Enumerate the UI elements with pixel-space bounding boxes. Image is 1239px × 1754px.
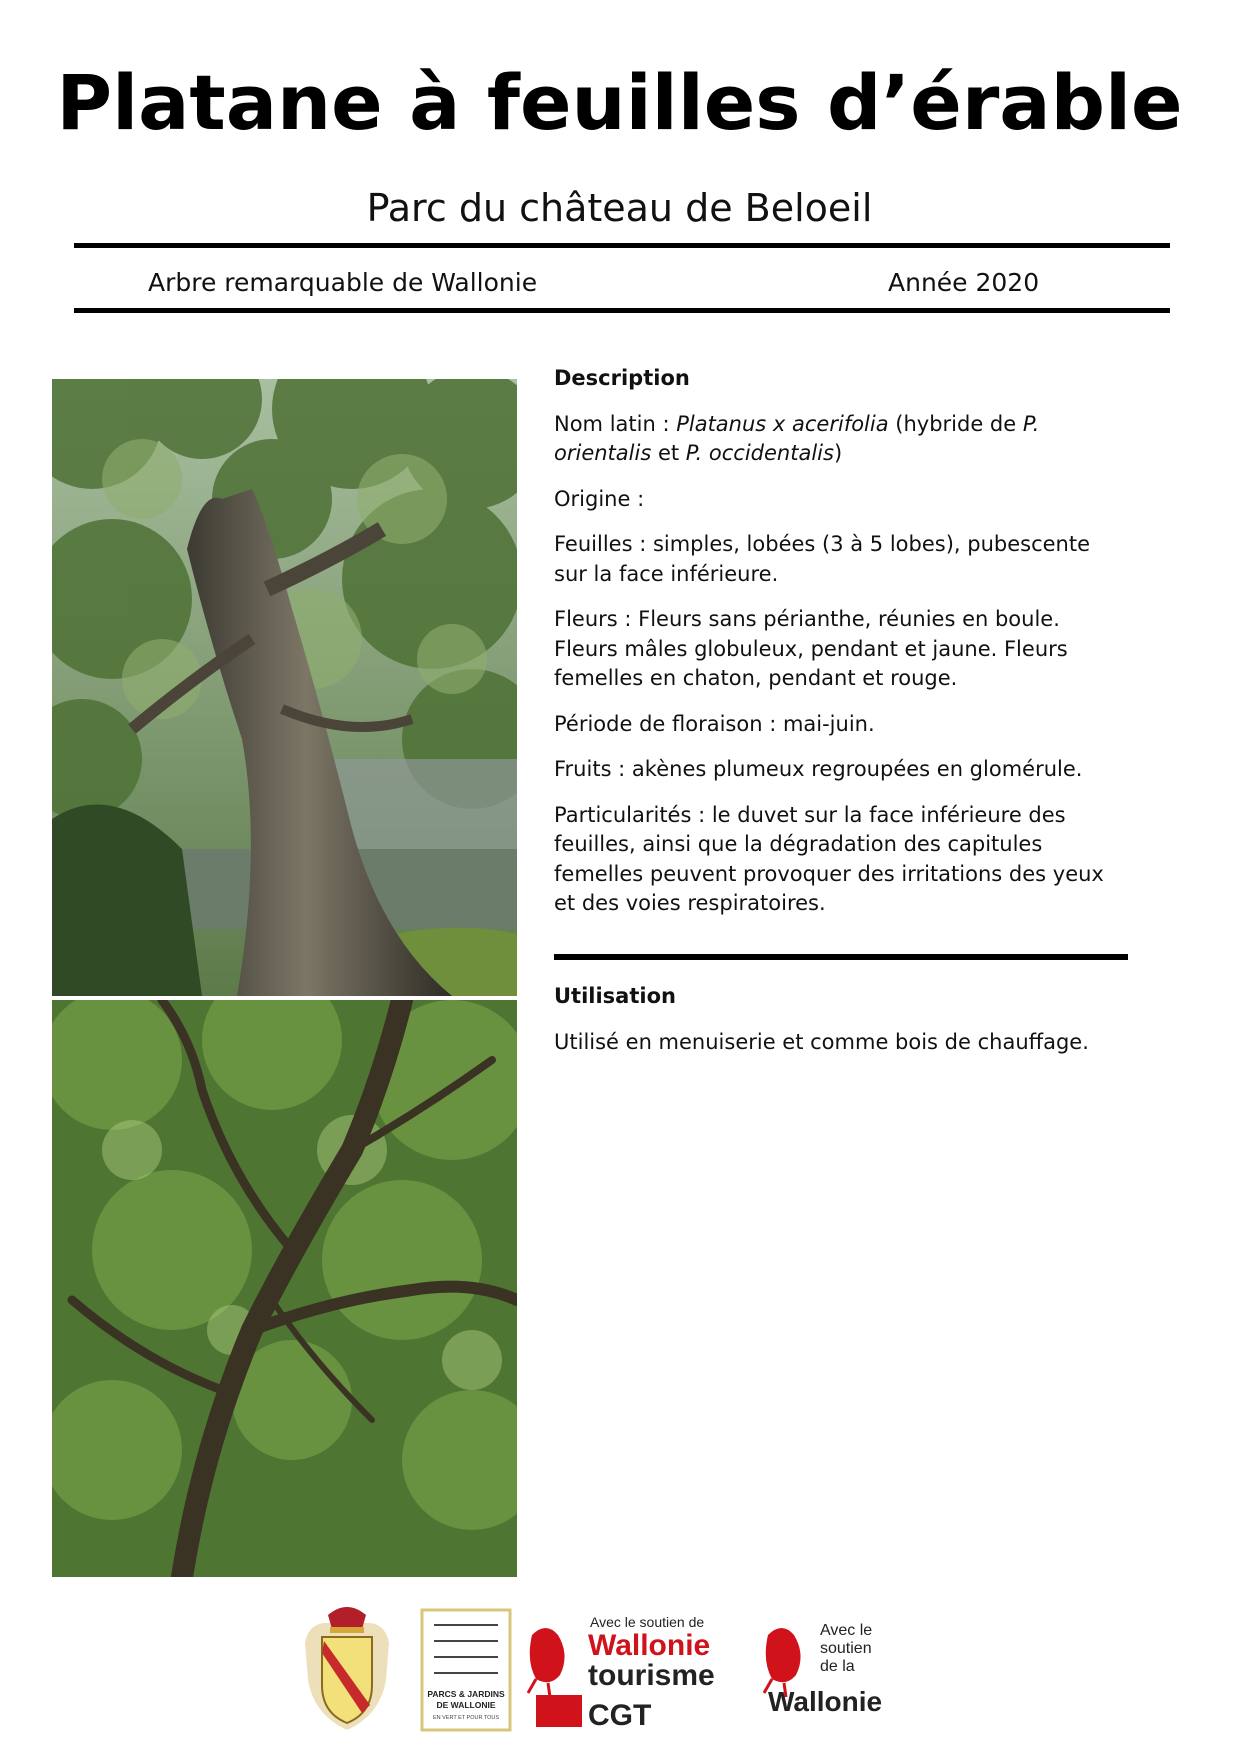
parcs-line2: DE WALLONIE	[436, 1700, 496, 1710]
cgt-mark-icon	[536, 1695, 582, 1727]
tourisme-cgt: CGT	[588, 1699, 652, 1732]
feuilles-line: Feuilles : simples, lobées (3 à 5 lobes), pubescente sur la face inférieure.	[554, 532, 1091, 586]
wallonie-support2: soutien	[820, 1640, 872, 1657]
latin-mid1: (hybride de	[888, 411, 1023, 436]
wallonie-tourisme-logo	[528, 1614, 715, 1732]
latin-prefix: Nom latin :	[554, 411, 677, 436]
tourisme-name1: Wallonie	[588, 1629, 711, 1662]
parcs-line1: PARCS & JARDINS	[427, 1689, 505, 1699]
page-title: Platane à feuilles d’érable	[56, 58, 1183, 147]
wallonie-support1: Avec le	[820, 1622, 873, 1639]
section-divider	[554, 954, 1128, 960]
utilisation-heading: Utilisation	[554, 984, 676, 1008]
wallonie-support3: de la	[820, 1658, 855, 1675]
latin-name-line	[554, 410, 1114, 469]
description-section	[554, 364, 1114, 935]
wallonie-name: Wallonie	[768, 1686, 883, 1717]
latin-name: Platanus x acerifolia	[676, 411, 889, 436]
divider-top	[74, 243, 1170, 248]
utilisation-text: Utilisé en menuiserie et comme bois de chauffage.	[554, 1029, 1089, 1054]
year-label: Année 2020	[888, 268, 1040, 297]
particularites-line: Particularités : le duvet sur la face inférieure des feuilles, ainsi que la dégradation des capitules femelles peuvent provoquer des irritations des yeux et des voies respiratoires.	[554, 802, 1104, 915]
divider-bottom	[74, 308, 1170, 313]
category-label: Arbre remarquable de Wallonie	[148, 268, 538, 297]
page-subtitle: Parc du château de Beloeil	[366, 186, 873, 230]
sponsor-logos	[300, 1605, 920, 1735]
coat-of-arms-logo	[305, 1607, 389, 1730]
tourisme-support: Avec le soutien de	[590, 1614, 705, 1630]
utilisation-section	[554, 982, 1114, 1073]
latin-parent-2: P. occidentalis	[685, 441, 834, 465]
tree-canopy-photo	[52, 1000, 517, 1577]
origine-line: Origine :	[554, 486, 645, 511]
latin-parent-1: P. orientalis	[554, 411, 1040, 465]
fleurs-line: Fleurs : Fleurs sans périanthe, réunies en boule. Fleurs mâles globuleux, pendant et jaune. Fleurs femelles en chaton, pendant et rouge.	[554, 607, 1068, 690]
fruits-line: Fruits : akènes plumeux regroupées en glomérule.	[554, 757, 1083, 781]
wallonie-logo	[764, 1622, 882, 1717]
periode-line: Période de floraison : mai-juin.	[554, 711, 875, 736]
parcs-line3: EN VERT ET POUR TOUS	[432, 1715, 500, 1721]
tourisme-name2: tourisme	[588, 1659, 715, 1692]
tree-trunk-photo	[52, 379, 517, 996]
latin-end: )	[833, 441, 843, 465]
description-heading: Description	[554, 366, 690, 390]
parcs-jardins-logo	[422, 1610, 510, 1730]
latin-mid2: et	[651, 441, 686, 465]
